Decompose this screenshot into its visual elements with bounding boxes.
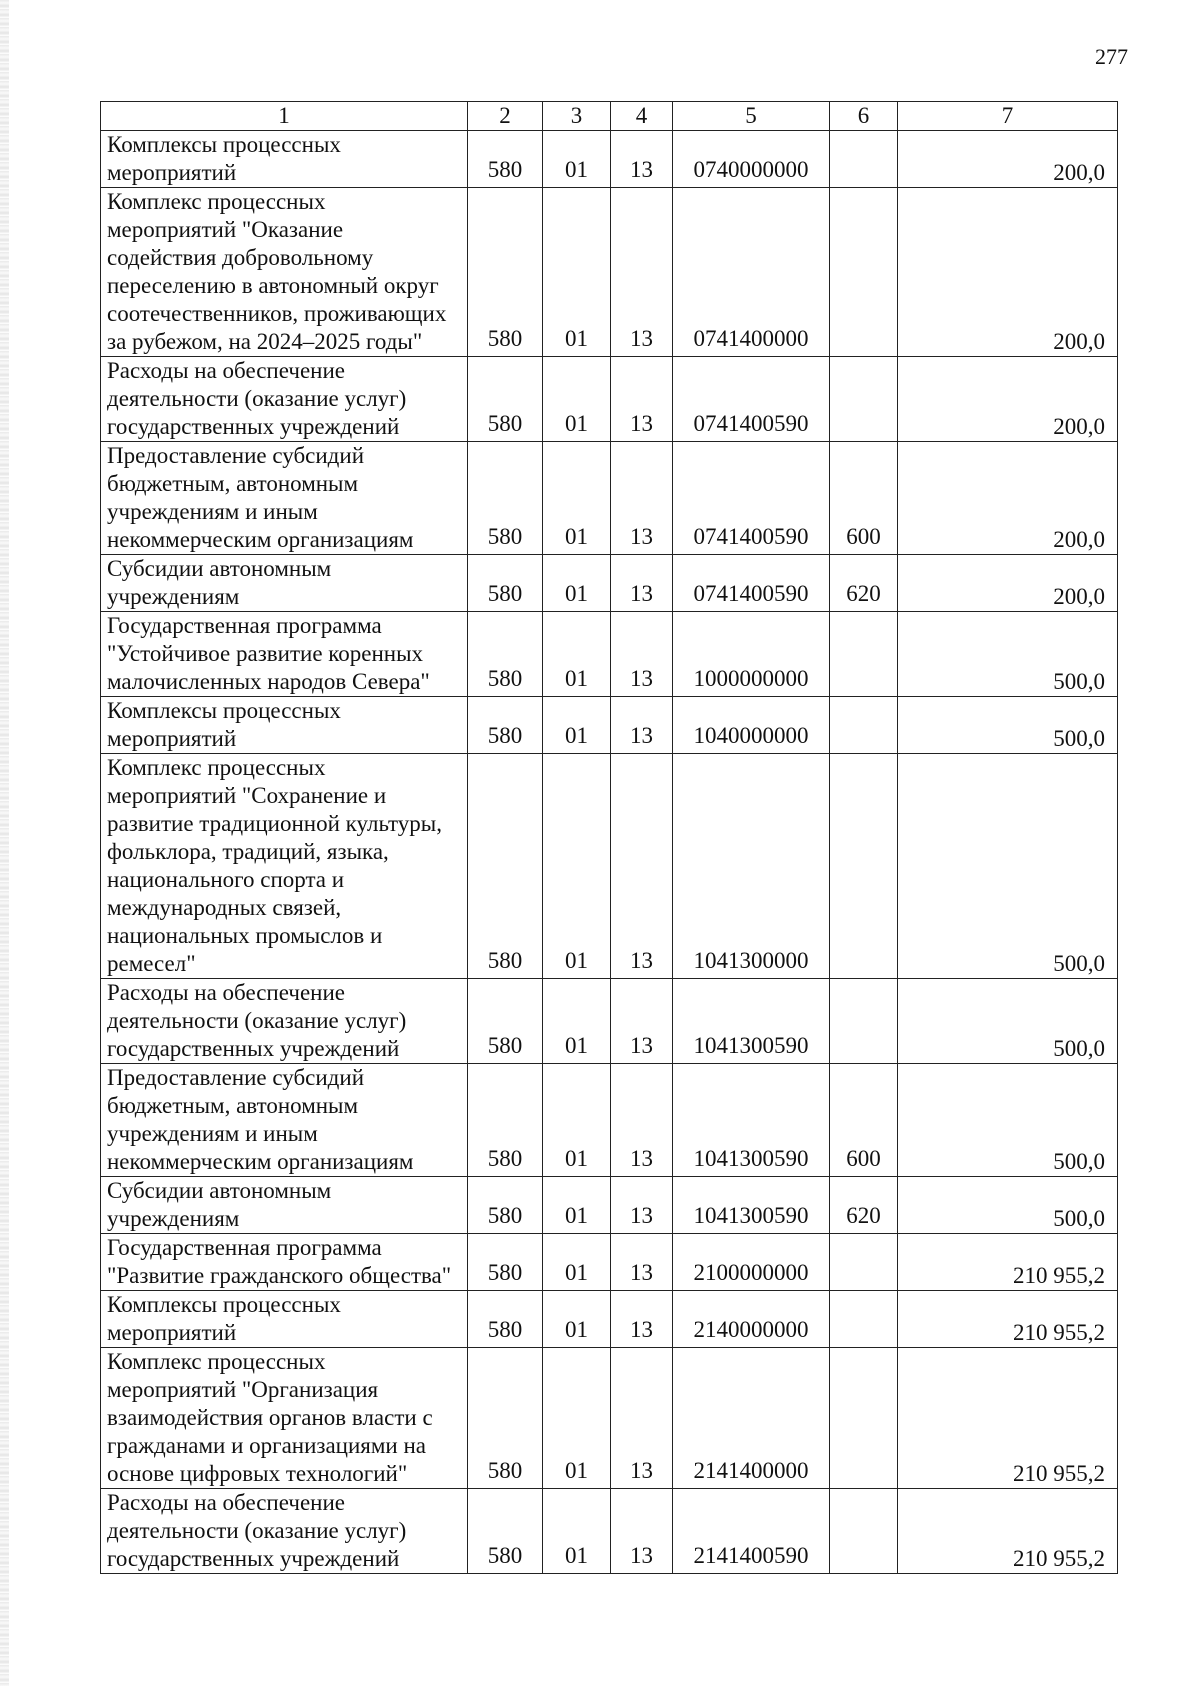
table-row bbox=[101, 131, 1118, 188]
amount-cell: 210 955,2 bbox=[898, 1489, 1118, 1574]
ministry-code-cell: 580 bbox=[468, 1177, 543, 1234]
expense-type-cell: 620 bbox=[830, 1177, 898, 1234]
amount-cell: 200,0 bbox=[898, 357, 1118, 442]
amount-cell: 210 955,2 bbox=[898, 1348, 1118, 1489]
ministry-code-cell: 580 bbox=[468, 1489, 543, 1574]
ministry-code-cell: 580 bbox=[468, 697, 543, 754]
item-name-line: Предоставление субсидий bbox=[107, 443, 364, 468]
header-row bbox=[101, 102, 1118, 131]
item-name-line: деятельности (оказание услуг) bbox=[107, 1008, 407, 1033]
section-code-cell: 01 bbox=[543, 754, 611, 979]
item-name-line: Предоставление субсидий bbox=[107, 1065, 364, 1090]
subsection-code-cell: 13 bbox=[611, 357, 673, 442]
item-name-line: некоммерческим организациям bbox=[107, 1149, 414, 1174]
table-row bbox=[101, 697, 1118, 754]
ministry-code-cell: 580 bbox=[468, 131, 543, 188]
item-name-line: "Развитие гражданского общества" bbox=[107, 1263, 452, 1288]
target-article-cell: 0741400590 bbox=[673, 442, 830, 555]
item-name-line: Комплексы процессных bbox=[107, 698, 341, 723]
item-name-line: фольклора, традиций, языка, bbox=[107, 839, 389, 864]
ministry-code-cell: 580 bbox=[468, 442, 543, 555]
ministry-code-cell: 580 bbox=[468, 979, 543, 1064]
target-article-cell: 0741400590 bbox=[673, 555, 830, 612]
subsection-code-cell: 13 bbox=[611, 131, 673, 188]
target-article-cell: 2141400590 bbox=[673, 1489, 830, 1574]
ministry-code-cell: 580 bbox=[468, 1291, 543, 1348]
amount-cell: 200,0 bbox=[898, 188, 1118, 357]
item-name-cell bbox=[101, 442, 468, 555]
subsection-code-cell: 13 bbox=[611, 442, 673, 555]
item-name-line: мероприятий bbox=[107, 726, 237, 751]
header-cell-7: 7 bbox=[898, 102, 1118, 131]
ministry-code-cell: 580 bbox=[468, 188, 543, 357]
target-article-cell: 1041300000 bbox=[673, 754, 830, 979]
section-code-cell: 01 bbox=[543, 1064, 611, 1177]
section-code-cell: 01 bbox=[543, 1291, 611, 1348]
target-article-cell: 0740000000 bbox=[673, 131, 830, 188]
expense-type-cell bbox=[830, 697, 898, 754]
table-row bbox=[101, 188, 1118, 357]
item-name-line: бюджетным, автономным bbox=[107, 471, 359, 496]
subsection-code-cell: 13 bbox=[611, 697, 673, 754]
item-name-line: учреждениям и иным bbox=[107, 499, 318, 524]
subsection-code-cell: 13 bbox=[611, 188, 673, 357]
expense-type-cell bbox=[830, 357, 898, 442]
header-cell-5: 5 bbox=[673, 102, 830, 131]
item-name-line: некоммерческим организациям bbox=[107, 527, 414, 552]
amount-cell: 200,0 bbox=[898, 555, 1118, 612]
section-code-cell: 01 bbox=[543, 612, 611, 697]
item-name-cell bbox=[101, 979, 468, 1064]
ministry-code-cell: 580 bbox=[468, 754, 543, 979]
item-name-line: учреждениям и иным bbox=[107, 1121, 318, 1146]
page-number: 277 bbox=[1095, 44, 1128, 69]
item-name-line: "Устойчивое развитие коренных bbox=[107, 641, 424, 666]
item-name-cell bbox=[101, 131, 468, 188]
amount-cell: 500,0 bbox=[898, 1064, 1118, 1177]
amount-cell: 500,0 bbox=[898, 754, 1118, 979]
item-name-line: Государственная программа bbox=[107, 613, 382, 638]
table-row bbox=[101, 1064, 1118, 1177]
subsection-code-cell: 13 bbox=[611, 555, 673, 612]
table-row bbox=[101, 754, 1118, 979]
item-name-cell bbox=[101, 754, 468, 979]
item-name-line: Комплекс процессных bbox=[107, 755, 326, 780]
item-name-line: мероприятий "Организация bbox=[107, 1377, 379, 1402]
header-cell-3: 3 bbox=[543, 102, 611, 131]
expense-type-cell bbox=[830, 979, 898, 1064]
amount-cell: 500,0 bbox=[898, 1177, 1118, 1234]
subsection-code-cell: 13 bbox=[611, 979, 673, 1064]
item-name-line: Расходы на обеспечение bbox=[107, 980, 345, 1005]
item-name-line: соотечественников, проживающих bbox=[107, 301, 447, 326]
expense-type-cell bbox=[830, 1234, 898, 1291]
table-body bbox=[101, 102, 1118, 1574]
item-name-cell bbox=[101, 555, 468, 612]
section-code-cell: 01 bbox=[543, 979, 611, 1064]
item-name-line: развитие традиционной культуры, bbox=[107, 811, 443, 836]
section-code-cell: 01 bbox=[543, 188, 611, 357]
item-name-line: государственных учреждений bbox=[107, 1036, 400, 1061]
subsection-code-cell: 13 bbox=[611, 1348, 673, 1489]
item-name-line: учреждениям bbox=[107, 1206, 240, 1231]
item-name-line: Государственная программа bbox=[107, 1235, 382, 1260]
item-name-line: взаимодействия органов власти с bbox=[107, 1405, 433, 1430]
subsection-code-cell: 13 bbox=[611, 1064, 673, 1177]
item-name-line: за рубежом, на 2024–2025 годы" bbox=[107, 329, 423, 354]
expense-type-cell: 600 bbox=[830, 442, 898, 555]
table-row bbox=[101, 979, 1118, 1064]
subsection-code-cell: 13 bbox=[611, 754, 673, 979]
table-row bbox=[101, 357, 1118, 442]
table-row bbox=[101, 442, 1118, 555]
item-name-line: Комплексы процессных bbox=[107, 132, 341, 157]
item-name-line: деятельности (оказание услуг) bbox=[107, 1518, 407, 1543]
item-name-line: мероприятий "Сохранение и bbox=[107, 783, 387, 808]
item-name-line: Расходы на обеспечение bbox=[107, 358, 345, 383]
item-name-line: государственных учреждений bbox=[107, 414, 400, 439]
item-name-line: учреждениям bbox=[107, 584, 240, 609]
subsection-code-cell: 13 bbox=[611, 1291, 673, 1348]
header-cell-2: 2 bbox=[468, 102, 543, 131]
item-name-line: гражданами и организациями на bbox=[107, 1433, 427, 1458]
item-name-cell bbox=[101, 188, 468, 357]
item-name-line: мероприятий bbox=[107, 1320, 237, 1345]
target-article-cell: 1000000000 bbox=[673, 612, 830, 697]
expense-type-cell: 620 bbox=[830, 555, 898, 612]
table-row bbox=[101, 1177, 1118, 1234]
amount-cell: 210 955,2 bbox=[898, 1234, 1118, 1291]
expense-type-cell bbox=[830, 188, 898, 357]
target-article-cell: 1041300590 bbox=[673, 1064, 830, 1177]
header-cell-4: 4 bbox=[611, 102, 673, 131]
item-name-cell bbox=[101, 357, 468, 442]
table-row bbox=[101, 1489, 1118, 1574]
amount-cell: 500,0 bbox=[898, 979, 1118, 1064]
item-name-line: национальных промыслов и bbox=[107, 923, 383, 948]
target-article-cell: 1041300590 bbox=[673, 1177, 830, 1234]
ministry-code-cell: 580 bbox=[468, 555, 543, 612]
subsection-code-cell: 13 bbox=[611, 1234, 673, 1291]
scan-edge-artifact bbox=[0, 0, 9, 1686]
item-name-line: Субсидии автономным bbox=[107, 1178, 332, 1203]
amount-cell: 200,0 bbox=[898, 131, 1118, 188]
item-name-cell bbox=[101, 1234, 468, 1291]
subsection-code-cell: 13 bbox=[611, 612, 673, 697]
ministry-code-cell: 580 bbox=[468, 1234, 543, 1291]
table-row bbox=[101, 612, 1118, 697]
item-name-line: национального спорта и bbox=[107, 867, 345, 892]
item-name-line: бюджетным, автономным bbox=[107, 1093, 359, 1118]
section-code-cell: 01 bbox=[543, 555, 611, 612]
item-name-line: мероприятий "Оказание bbox=[107, 217, 344, 242]
item-name-cell bbox=[101, 1064, 468, 1177]
item-name-line: Комплекс процессных bbox=[107, 189, 326, 214]
table-row bbox=[101, 1291, 1118, 1348]
item-name-cell bbox=[101, 697, 468, 754]
target-article-cell: 2100000000 bbox=[673, 1234, 830, 1291]
target-article-cell: 0741400000 bbox=[673, 188, 830, 357]
item-name-line: Комплекс процессных bbox=[107, 1349, 326, 1374]
section-code-cell: 01 bbox=[543, 697, 611, 754]
subsection-code-cell: 13 bbox=[611, 1177, 673, 1234]
amount-cell: 200,0 bbox=[898, 442, 1118, 555]
subsection-code-cell: 13 bbox=[611, 1489, 673, 1574]
item-name-cell bbox=[101, 1348, 468, 1489]
table-row bbox=[101, 1234, 1118, 1291]
ministry-code-cell: 580 bbox=[468, 612, 543, 697]
ministry-code-cell: 580 bbox=[468, 357, 543, 442]
expense-type-cell bbox=[830, 754, 898, 979]
ministry-code-cell: 580 bbox=[468, 1064, 543, 1177]
item-name-line: основе цифровых технологий" bbox=[107, 1461, 408, 1486]
header-cell-6: 6 bbox=[830, 102, 898, 131]
item-name-line: Субсидии автономным bbox=[107, 556, 332, 581]
budget-table bbox=[100, 101, 1118, 1574]
amount-cell: 500,0 bbox=[898, 612, 1118, 697]
item-name-line: мероприятий bbox=[107, 160, 237, 185]
item-name-cell bbox=[101, 1291, 468, 1348]
amount-cell: 500,0 bbox=[898, 697, 1118, 754]
item-name-cell bbox=[101, 1177, 468, 1234]
item-name-line: деятельности (оказание услуг) bbox=[107, 386, 407, 411]
item-name-line: ремесел" bbox=[107, 951, 196, 976]
item-name-line: Комплексы процессных bbox=[107, 1292, 341, 1317]
table-row bbox=[101, 1348, 1118, 1489]
target-article-cell: 1040000000 bbox=[673, 697, 830, 754]
expense-type-cell bbox=[830, 612, 898, 697]
ministry-code-cell: 580 bbox=[468, 1348, 543, 1489]
target-article-cell: 2141400000 bbox=[673, 1348, 830, 1489]
section-code-cell: 01 bbox=[543, 357, 611, 442]
target-article-cell: 2140000000 bbox=[673, 1291, 830, 1348]
section-code-cell: 01 bbox=[543, 1489, 611, 1574]
target-article-cell: 1041300590 bbox=[673, 979, 830, 1064]
item-name-line: международных связей, bbox=[107, 895, 342, 920]
section-code-cell: 01 bbox=[543, 1348, 611, 1489]
item-name-line: содействия добровольному bbox=[107, 245, 374, 270]
table-row bbox=[101, 555, 1118, 612]
expense-type-cell: 600 bbox=[830, 1064, 898, 1177]
item-name-line: переселению в автономный округ bbox=[107, 273, 439, 298]
item-name-line: малочисленных народов Севера" bbox=[107, 669, 430, 694]
expense-type-cell bbox=[830, 1489, 898, 1574]
item-name-line: государственных учреждений bbox=[107, 1546, 400, 1571]
item-name-line: Расходы на обеспечение bbox=[107, 1490, 345, 1515]
section-code-cell: 01 bbox=[543, 1177, 611, 1234]
expense-type-cell bbox=[830, 131, 898, 188]
item-name-cell bbox=[101, 1489, 468, 1574]
expense-type-cell bbox=[830, 1348, 898, 1489]
section-code-cell: 01 bbox=[543, 442, 611, 555]
item-name-cell bbox=[101, 612, 468, 697]
section-code-cell: 01 bbox=[543, 131, 611, 188]
header-cell-1: 1 bbox=[101, 102, 468, 131]
amount-cell: 210 955,2 bbox=[898, 1291, 1118, 1348]
expense-type-cell bbox=[830, 1291, 898, 1348]
section-code-cell: 01 bbox=[543, 1234, 611, 1291]
target-article-cell: 0741400590 bbox=[673, 357, 830, 442]
